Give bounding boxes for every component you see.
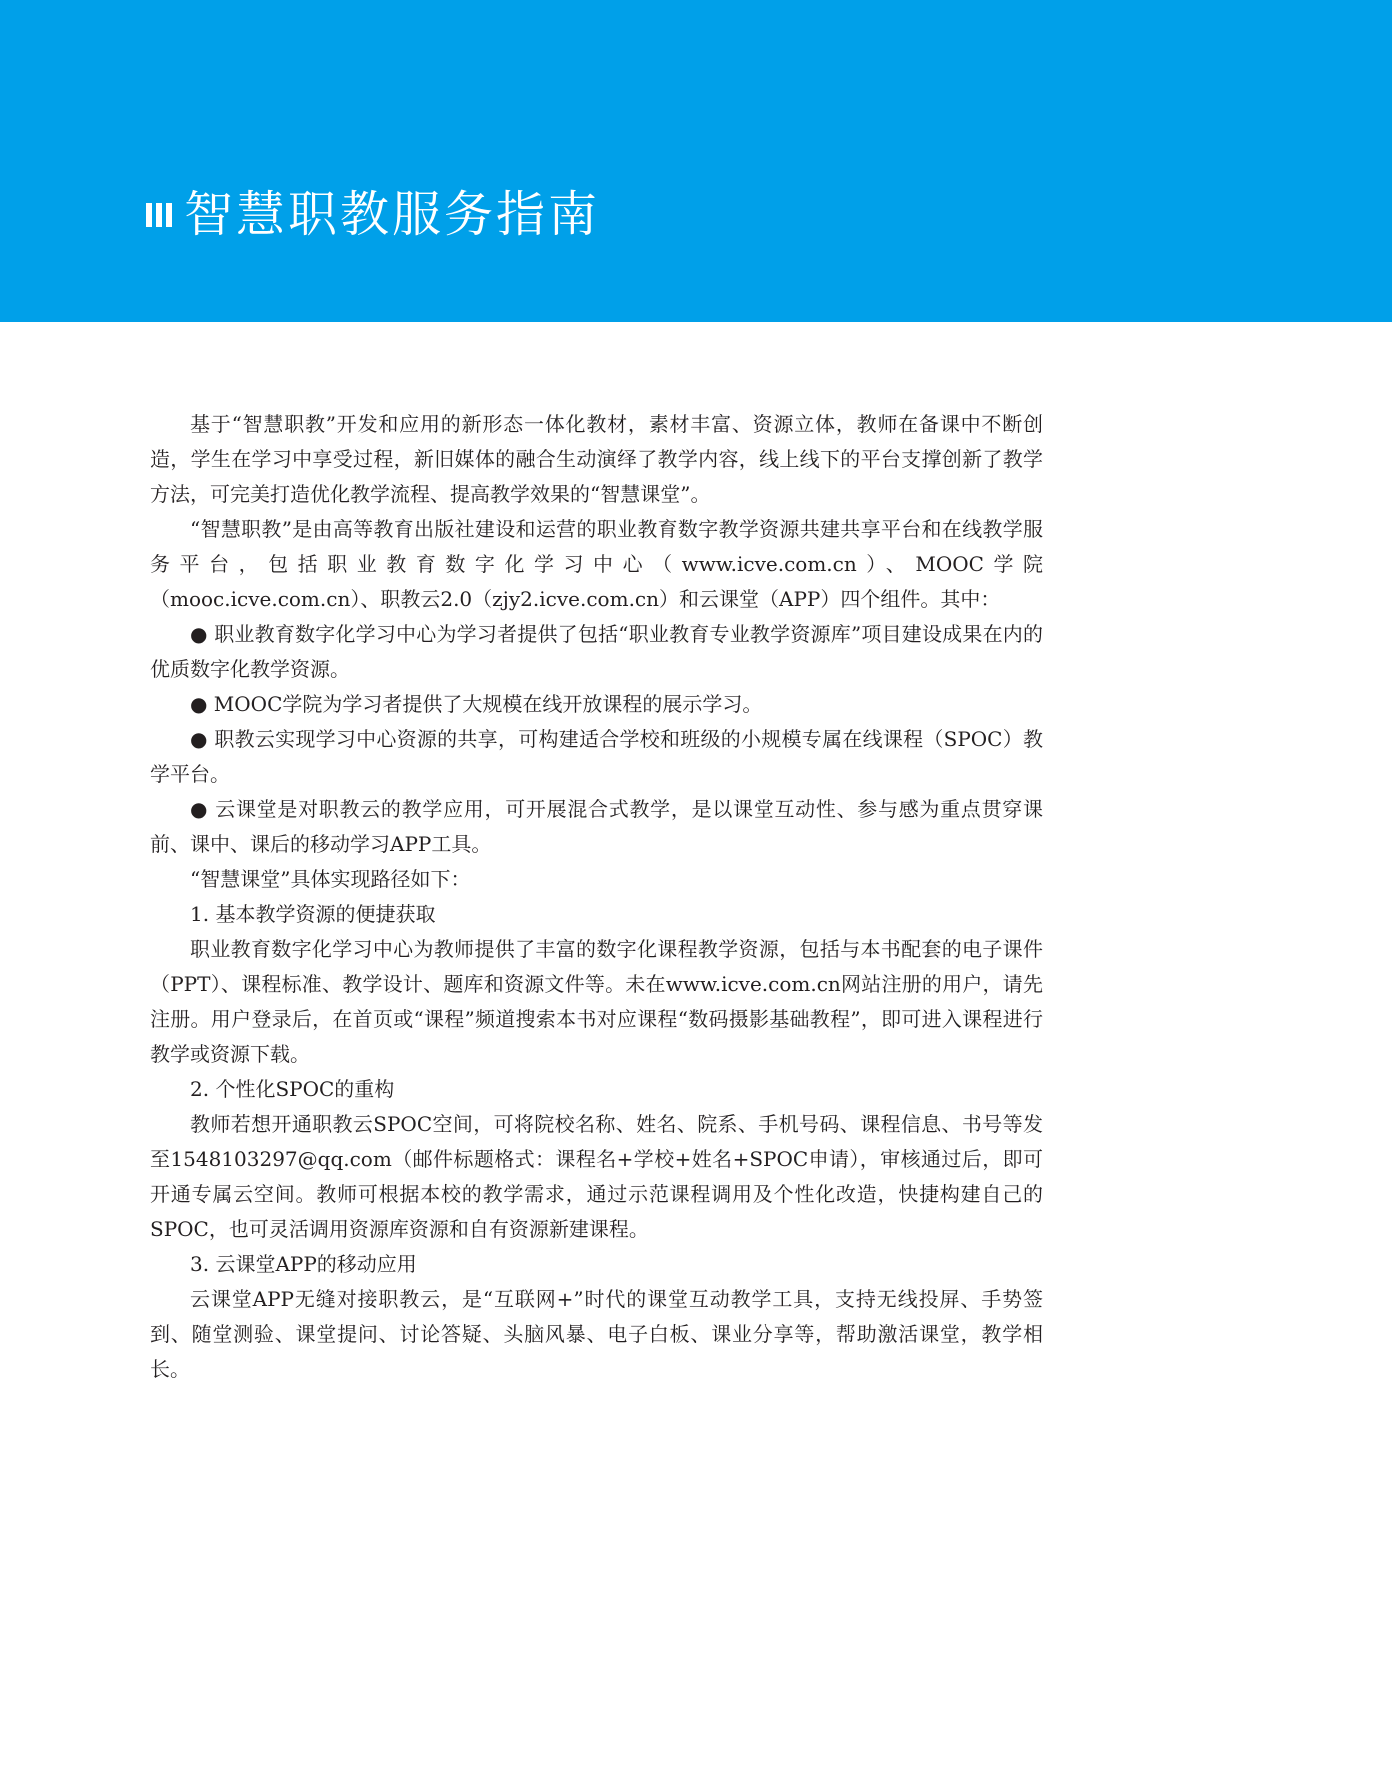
- paragraph-section-1: 职业教育数字化学习中心为教师提供了丰富的数字化课程教学资源，包括与本书配套的电子课件（PPT）、课程标准、教学设计、题库和资源文件等。未在www.icve.com.cn网站注册的用户，请先注册。用户登录后，在首页或“课程”频道搜索本书对应课程“数码摄影基础教程”，即可进入课程进行教学或资源下载。: [150, 937, 1043, 1066]
- page-title-text: 智慧职教服务指南: [184, 186, 601, 243]
- section-heading-1: 1. 基本教学资源的便捷获取: [190, 902, 436, 926]
- paragraph-section-3: 云课堂APP无缝对接职教云，是“互联网+”时代的课堂互动教学工具，支持无线投屏、手势签到、随堂测验、课堂提问、讨论答疑、头脑风暴、电子白板、课业分享等，帮助激活课堂，教学相长。: [150, 1287, 1043, 1381]
- paragraph-path-intro: “智慧课堂”具体实现路径如下：: [190, 867, 471, 891]
- paragraph-section-2: 教师若想开通职教云SPOC空间，可将院校名称、姓名、院系、手机号码、课程信息、书号等发至1548103297@qq.com（邮件标题格式：课程名+学校+姓名+SPOC申请），审核通过后，即可开通专属云空间。教师可根据本校的教学需求，通过示范课程调用及个性化改造，快捷构建自己的SPOC，也可灵活调用资源库资源和自有资源新建课程。: [150, 1112, 1043, 1241]
- bullet-learning-center: ● 职业教育数字化学习中心为学习者提供了包括“职业教育专业教学资源库”项目建设成果在内的优质数字化教学资源。: [150, 622, 1043, 681]
- header-band: [0, 0, 1392, 322]
- section-heading-2: 2. 个性化SPOC的重构: [190, 1077, 395, 1101]
- bullet-cloud-class: ● 云课堂是对职教云的教学应用，可开展混合式教学，是以课堂互动性、参与感为重点贯穿课前、课中、课后的移动学习APP工具。: [150, 797, 1043, 856]
- body-text: [150, 407, 1043, 1387]
- bullet-mooc: ● MOOC学院为学习者提供了大规模在线开放课程的展示学习。: [190, 692, 763, 716]
- paragraph-platform: “智慧职教”是由高等教育出版社建设和运营的职业教育数字教学资源共建共享平台和在线教学服务平台，包括职业教育数字化学习中心（www.icve.com.cn）、MOOC学院（mooc.icve.com.cn）、职教云2.0（zjy2.icve.com.cn）和云课堂（APP）四个组件。其中：: [150, 517, 1043, 611]
- paragraph-intro: 基于“智慧职教”开发和应用的新形态一体化教材，素材丰富、资源立体，教师在备课中不断创造，学生在学习中享受过程，新旧媒体的融合生动演绎了教学内容，线上线下的平台支撑创新了教学方法，可完美打造优化教学流程、提高教学效果的“智慧课堂”。: [150, 412, 1043, 506]
- bullet-zjy: ● 职教云实现学习中心资源的共享，可构建适合学校和班级的小规模专属在线课程（SPOC）教学平台。: [150, 727, 1043, 786]
- triple-bar-icon: [146, 203, 172, 227]
- page-title: [146, 184, 600, 246]
- section-heading-3: 3. 云课堂APP的移动应用: [190, 1252, 417, 1276]
